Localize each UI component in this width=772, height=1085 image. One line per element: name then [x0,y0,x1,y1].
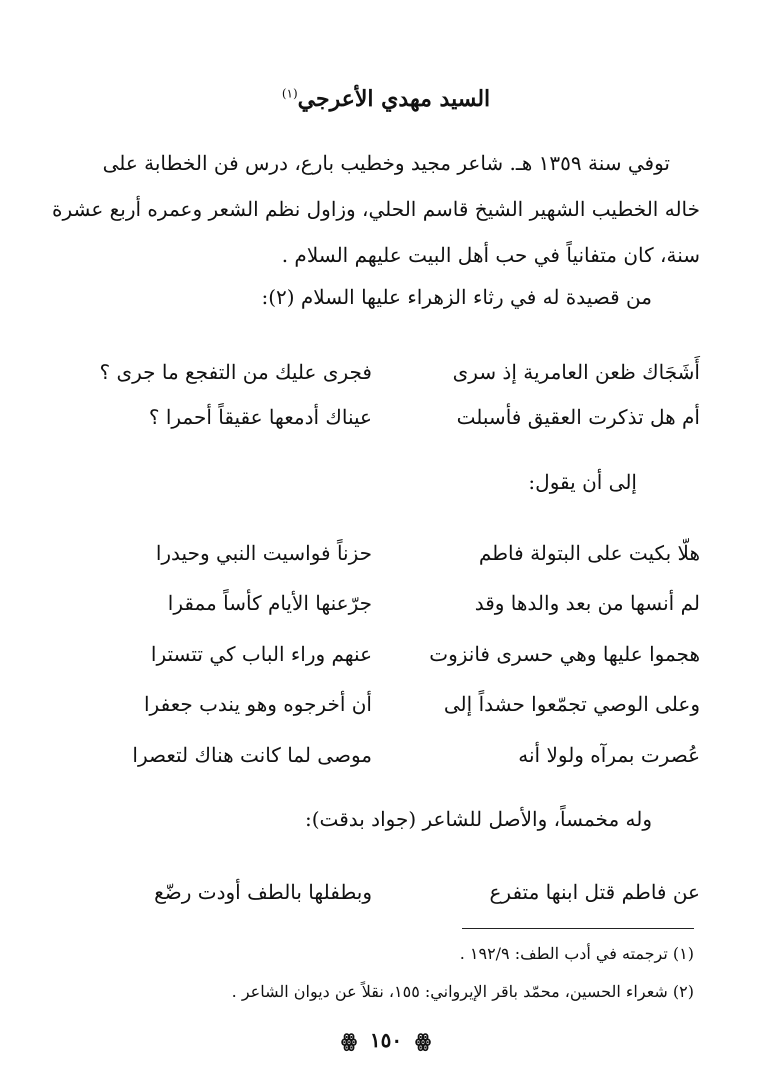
bio-line: خاله الخطيب الشهير الشيخ قاسم الحلي، وزاول نظم الشعر وعمره أربع عشرة [52,197,700,221]
poem-intro: من قصيدة له في رثاء الزهراء عليها السلام (٢): [261,285,652,309]
footnote-separator [462,928,694,929]
page-title [0,86,772,112]
takhmis-intro: وله مخمساً، والأصل للشاعر (جواد بدقت): [305,807,652,831]
ornament-left-icon: ꙮ [341,1031,357,1052]
verse-second-hemistich: عنهم وراء الباب كي تتسترا [150,642,372,666]
verse-second-hemistich: أن أخرجوه وهو يندب جعفرا [144,692,372,716]
verse-line [60,352,700,392]
footnote: (١) ترجمته في أدب الطف: ١٩٢/٩ . [459,944,694,963]
verse-first-hemistich: أَشَجَاك ظعن العامرية إذ سرى [452,360,700,384]
bio-line: سنة، كان متفانياً في حب أهل البيت عليهم السلام . [281,243,700,267]
poet-name: السيد مهدي الأعرجي [297,86,491,112]
verse-line [60,735,700,775]
verse-first-hemistich: عُصرت بمرآه ولولا أنه [518,743,700,767]
verse-first-hemistich: أم هل تذكرت العقيق فأسبلت [456,405,700,429]
title-footnote-marker: (١) [281,86,298,101]
verse-first-hemistich: وعلى الوصي تجمّعوا حشداً إلى [443,692,700,716]
transition-text: إلى أن يقول: [528,470,637,494]
verse-first-hemistich: هلّا بكيت على البتولة فاطم [478,541,700,565]
biography-paragraph [52,140,700,278]
verse-line [60,872,700,912]
ornament-right-icon: ꙮ [415,1031,431,1052]
verse-first-hemistich: عن فاطم قتل ابنها متفرع [489,880,700,904]
verse-second-hemistich: موصى لما كانت هناك لتعصرا [132,743,372,767]
verse-line [60,583,700,623]
footnote: (٢) شعراء الحسين، محمّد باقر الإيرواني: ١٥٥، نقلاً عن ديوان الشاعر . [231,982,694,1001]
verse-first-hemistich: لم أنسها من بعد والدها وقد [474,591,700,615]
verse-line [60,634,700,674]
page-number: ١٥٠ [369,1028,403,1052]
bio-line: توفي سنة ١٣٥٩ هـ. شاعر مجيد وخطيب بارع، درس فن الخطابة على [102,151,670,175]
verse-first-hemistich: هجموا عليها وهي حسرى فانزوت [429,642,700,666]
verse-second-hemistich: فجرى عليك من التفجع ما جرى ؟ [99,360,372,384]
page-number-footer [0,1028,772,1052]
verse-second-hemistich: حزناً فواسيت النبي وحيدرا [155,541,372,565]
verse-line [60,397,700,437]
verse-second-hemistich: وبطفلها بالطف أودت رضّع [154,880,372,904]
verse-line [60,533,700,573]
verse-second-hemistich: جرّعنها الأيام كأساً ممقرا [167,591,372,615]
verse-line [60,684,700,724]
verse-second-hemistich: عيناك أدمعها عقيقاً أحمرا ؟ [148,405,372,429]
